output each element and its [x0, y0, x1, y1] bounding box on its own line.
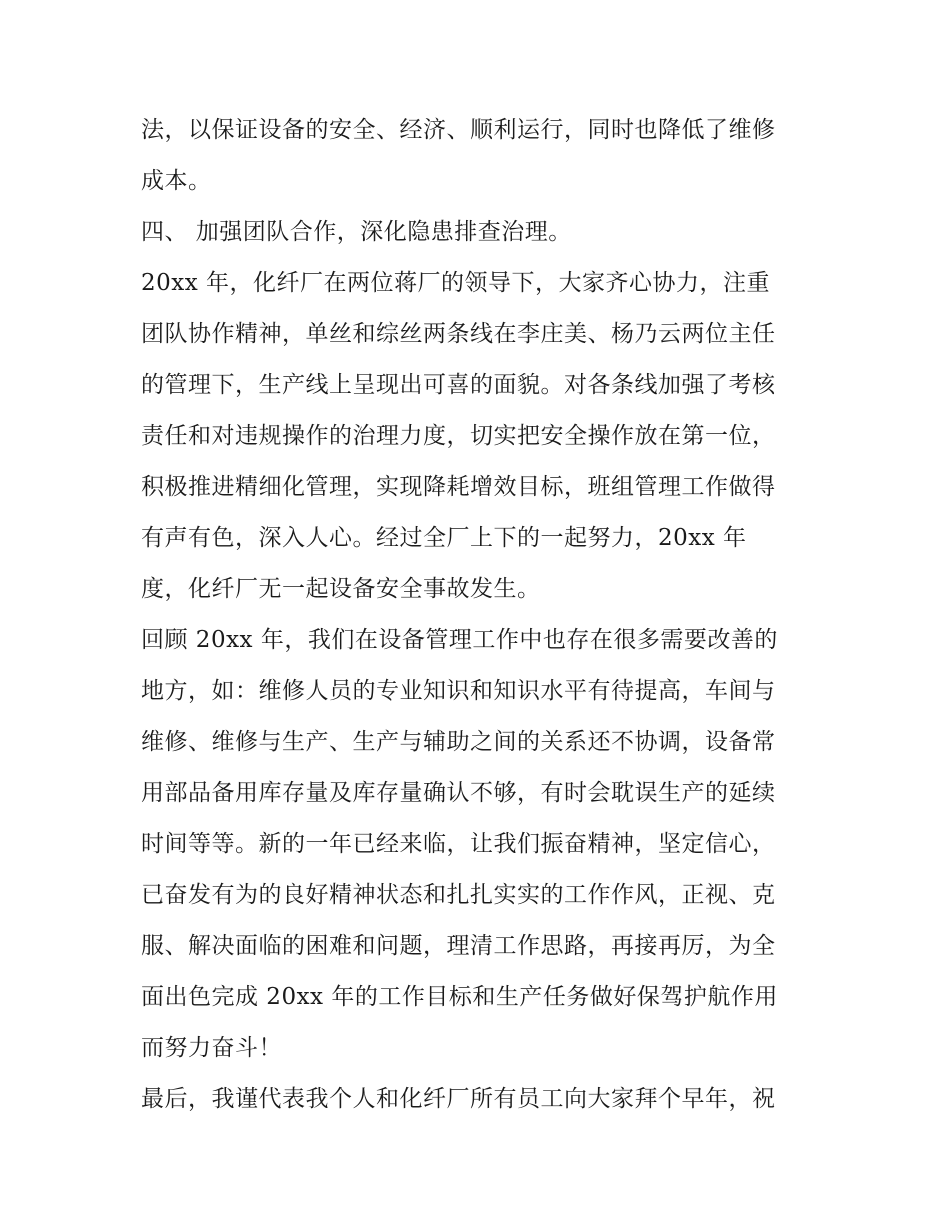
text-line: 20xx 年，化纤厂在两位蒋厂的领导下，大家齐心协力，注重	[141, 270, 771, 296]
section-heading: 四、 加强团队合作，深化隐患排查治理。	[141, 219, 572, 245]
text-line: 服、解决面临的困难和问题，理清工作思路，再接再厉，为全	[141, 933, 776, 959]
text-line: 而努力奋斗！	[141, 1035, 282, 1061]
text-line: 的管理下，生产线上呈现出可喜的面貌。对各条线加强了考核	[141, 372, 776, 398]
text-line: 法，以保证设备的安全、经济、顺利运行，同时也降低了维修	[141, 117, 776, 143]
text-line: 最后，我谨代表我个人和化纤厂所有员工向大家拜个早年，祝	[141, 1086, 776, 1112]
text-line: 面出色完成 20xx 年的工作目标和生产任务做好保驾护航作用	[141, 984, 778, 1010]
text-line: 回顾 20xx 年，我们在设备管理工作中也存在很多需要改善的	[141, 627, 778, 653]
text-line: 责任和对违规操作的治理力度，切实把安全操作放在第一位，	[141, 423, 776, 449]
text-line: 有声有色，深入人心。经过全厂上下的一起努力，20xx 年	[141, 525, 747, 551]
text-line: 用部品备用库存量及库存量确认不够，有时会耽误生产的延续	[141, 780, 776, 806]
text-line: 地方，如：维修人员的专业知识和知识水平有待提高，车间与	[141, 678, 776, 704]
text-line: 成本。	[141, 168, 212, 194]
text-line: 维修、维修与生产、生产与辅助之间的关系还不协调，设备常	[141, 729, 776, 755]
text-line: 时间等等。新的一年已经来临，让我们振奋精神，坚定信心，	[141, 831, 776, 857]
text-line: 积极推进精细化管理，实现降耗增效目标，班组管理工作做得	[141, 474, 776, 500]
text-line: 度，化纤厂无一起设备安全事故发生。	[141, 576, 541, 602]
text-line: 已奋发有为的良好精神状态和扎扎实实的工作作风，正视、克	[141, 882, 776, 908]
text-line: 团队协作精神，单丝和综丝两条线在李庄美、杨乃云两位主任	[141, 321, 776, 347]
